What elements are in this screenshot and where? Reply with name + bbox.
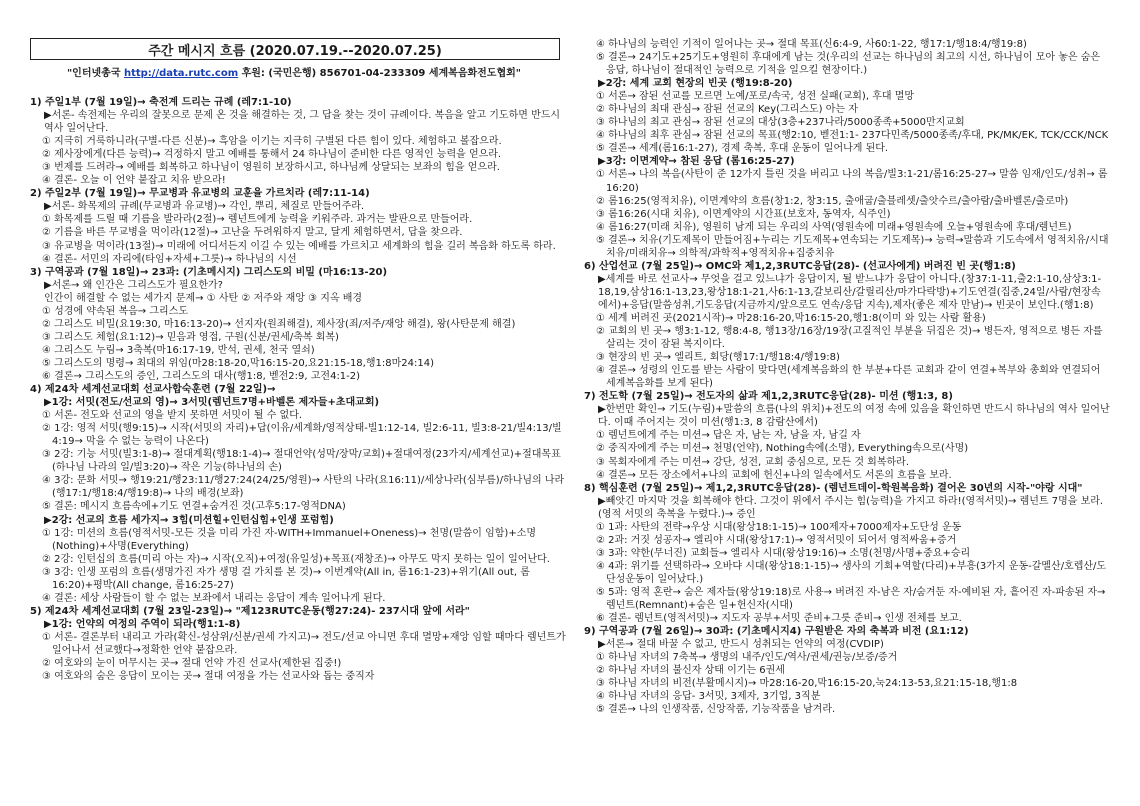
section-heading: ▶3강: 이면계약→ 참된 응답 (롬16:25-27): [598, 156, 795, 168]
sponsor-prefix: "인터넷총국: [66, 68, 124, 79]
sponsor-suffix: 후원: (국민은행) 856701-04-233309 세계복음화전도협회": [238, 68, 522, 79]
text-line: ④ 하나님 자녀의 응답- 3서밋, 3제자, 3기업, 3직분: [596, 691, 821, 703]
text-line: ④ 3강: 문화 서밋→ 행19:21/행23:11/행27:24(24/25/영원)→ 사탄의 나라(요16:11)/세상나라(심부름)/하나님의 나라(행17:1/행18:4/행19:8)→ 나의 배경(보좌): [42, 475, 565, 500]
text-line: ⑤ 결론: 메시지 흐름속에+기도 연결+숨겨진 것(고후5:17-영적DNA): [42, 501, 346, 513]
text-line: ② 그리스도 비밀(요19:30, 마16:13-20)→ 선지자(원죄해결), 제사장(죄/저주/재앙 해결), 왕(사탄문제 해결): [42, 318, 516, 330]
sponsor-line: [30, 64, 558, 79]
document-title: 주간 메시지 흐름 (2020.07.19.--2020.07.25): [148, 43, 442, 59]
text-line: ③ 2강: 기능 서밋(빌3:1-8)→ 절대계획(행18:1-4)→ 절대언약(성막/장막/교회)+절대여정(23가지/세계선교)+절대목표(하나님 나라의 일/빌3:20)→ 작은 기능(하나님의 손): [42, 449, 561, 474]
text-line: ② 제사장에게(다른 능력)→ 걱정하지 말고 예배를 통해서 24 하나님이 준비한 다른 영적인 능력을 얻으라.: [42, 149, 502, 161]
text-line: ⑤ 결론→ 세계(롬16:1-27), 경제 축복, 후대 운동이 일어나게 된다.: [596, 143, 889, 155]
text-line: ② 하나님 자녀의 불신자 상태 이기는 6권세: [596, 665, 785, 677]
text-line: ② 중직자에게 주는 미션→ 천명(언약), Nothing속에(소명), Everything속으로(사명): [596, 443, 969, 455]
section-heading: 9) 구역공과 (7월 26일)→ 30과: (기초메시지4) 구원받은 자의 축복과 비전 (요1:12): [584, 626, 969, 638]
text-line: ① 서론- 결론부터 내리고 가라(확신-성삼위/신분/권세 가지고)→ 전도/선교 아니면 후대 멸망+재앙 임할 때마다 렘넌트가 일어나서 선교했다→정확한 언약 붙잡으라.: [42, 631, 566, 656]
text-line: ① 서론→ 나의 복음(사탄이 준 12가지 틀린 것을 버리고 나의 복음/빌3:1-21/롬16:25-27→ 말씀 임재/인도/성취→ 롬16:20): [596, 169, 1108, 194]
text-line: ② 2강: 인턴십의 흐름(미리 아는 자)→ 시작(오직)+여정(유일성)+목표(재창조)→ 아무도 막지 못하는 일이 일어난다.: [42, 553, 550, 565]
text-line: ① 서론→ 잠된 선교를 모르면 노예/포로/속국, 성전 실패(교회), 후대 멸망: [596, 91, 915, 103]
section-heading: 1) 주일1부 (7월 19일)→ 축전계 드리는 규례 (레7:1-10): [30, 97, 292, 108]
text-line: ③ 목회자에게 주는 미션→ 강단, 성전, 교회 중심으로, 모든 것 회복하라.: [596, 456, 910, 468]
text-line: ▶한번만 확인→ 기도(누림)+말씀의 흐름(나의 위치)+전도의 여정 속에 있음을 확인하면 반드시 하나님의 역사 일어난다. 이때 주어지는 것이 미션(행1:3, 8 감람산에서): [598, 404, 1110, 429]
text-line: ⑤ 결론→ 나의 인생작품, 신앙작품, 기능작품을 남겨라.: [596, 704, 836, 716]
section-heading: 5) 제24차 세계선교대회 (7월 23일-23일)→ "제123RUTC운동(행27:24)- 237시대 앞에 서라": [30, 605, 470, 617]
text-line: ① 화목제를 드릴 때 기름을 발라라(2절)→ 렘넌트에게 능력을 키워주라. 과거는 발판으로 만들어라.: [42, 214, 473, 226]
text-line: ⑤ 5과: 영적 혼란→ 숨은 제자들(왕상19:18)로 사용→ 버려진 자-남은 자/숨겨둔 자-예비된 자, 흩어진 자-파송된 자→ 렘넌트(Remnant)+숨은 일+헌신자(시대): [596, 586, 1106, 612]
text-line: ② 2과: 거짓 성공자→ 엘리야 시대(왕상17:1)→ 영적서밋이 되어서 영적싸움+증거: [596, 534, 957, 546]
text-line: ① 1강: 미션의 흐름(영적서밋-모든 것을 미리 가진 자-WITH+Immanuel+Oneness)→ 천명(말씀이 임함)+소명(Nothing)+사명(Everything): [42, 527, 537, 552]
text-line: ⑥ 결론- 렘넌트(영적서밋)→ 지도자 공부+서밋 준비+그릇 준비→ 인생 전체를 보고.: [596, 613, 962, 625]
text-line: ③ 유교병을 먹이라(13절)→ 미래에 어디서든지 이길 수 있는 예배를 가르치고 세계화의 힘을 길러 복음화 하도록 하라.: [42, 240, 556, 252]
text-line: ③ 3과: 약한(무너진) 교회들→ 엘리사 시대(왕상19:16)→ 소명(천명/사명+중요+승리: [596, 547, 971, 559]
text-line: ③ 현장의 빈 곳→ 엘리트, 회당(행17:1/행18:4/행19:8): [596, 352, 840, 364]
text-line: ⑤ 결론→ 24기도+25기도+영원히 후대에게 남는 것(우리의 선교는 하나님의 최고의 시선, 하나님이 모아 놓은 숨은 응답, 하나님이 절대적인 능력으로 기적을 일으킬 현장이다.): [596, 52, 1101, 77]
text-line: ④ 결론- 서민의 자리에(타임+자세+그릇)→ 하나님의 시선: [42, 253, 297, 265]
text-line: ① 성경에 약속된 복음→ 그리스도: [42, 305, 188, 317]
text-line: ⑥ 결론→ 그리스도의 증인, 그리스도의 대사(행1:8, 벧전2:9, 고전4:1-2): [42, 370, 361, 382]
section-heading: ▶2강: 선교의 흐름 세가지→ 3힘(미션힐+인턴십힘+인생 포럼힘): [44, 514, 334, 526]
left-column: [30, 96, 570, 683]
text-line: ② 롬16:25(영적치유), 이면계약의 흐름(창1:2, 창3:15, 출애굽/출블레셋/출앗수르/출아람/출바벨론/출로마): [596, 195, 1069, 207]
text-line: ③ 여호와의 숨은 응답이 모이는 곳→ 절대 여정을 가는 선교사와 돕는 중직자: [42, 671, 375, 683]
text-line: ⑤ 그리스도의 명령→ 최대의 위임(마28:18-20,막16:15-20,요21:15-18,행1:8마24:14): [42, 357, 434, 369]
text-line: ① 지극히 거룩하니라(구별-다른 신분)→ 흑암을 이기는 지극히 구별된 다른 힘이 있다. 체험하고 볼잡으라.: [42, 136, 502, 148]
text-line: ② 1강: 영적 서밋(행9:15)→ 시작(서밋의 자리)+답(이유/세계화/영적상태-빌1:12-14, 빌2:6-11, 빌3:8-21/빌4:13/빌4:19→ 막을 수 없는 능력이 나온다): [42, 423, 562, 448]
text-line: ① 하나님 자녀의 7축복→ 생명의 내주/인도/역사/권세/권능/보증/증거: [596, 652, 898, 664]
text-line: ② 여호와의 눈이 머무시는 곳→ 절대 언약 가진 선교사(제한된 집중!): [42, 658, 342, 670]
section-heading: 7) 전도학 (7월 25일)→ 전도자의 삶과 제1,2,3RUTC응답(28)- 미션 (행1:3, 8): [584, 391, 953, 403]
text-line: ③ 3강: 인생 포럼의 흐름(생명가진 자가 생명 걸 가치를 본 것)→ 이번계약(All in, 롬16:1-23)+위기(All out, 롬16:20)+평박(All change, 롬16:25-27): [42, 566, 530, 591]
text-line: ③ 그리스도 체험(요1:12)→ 믿음과 영접, 구원(신분/권세/축복 회복): [42, 331, 339, 343]
text-line: ▶빼앗긴 마지막 것을 회복해야 한다. 그것이 위에서 주시는 힘(능력)을 가지고 하라!(영적서밋)→ 렘넌트 7명을 보라.(영적 서밋의 축복을 누렸다.)→ 증인: [598, 495, 1104, 520]
text-line: ▶서론- 화목제의 규례(무교병과 유교병)→ 각인, 뿌리, 체질로 만들어주라.: [44, 201, 365, 213]
text-line: ④ 그리스도 누림→ 3축복(마16:17-19, 반석, 권세, 천국 열쇠): [42, 344, 315, 356]
section-heading: ▶1강: 서밋(전도/선교의 영)→ 3서밋(렘넌트7명+바벨론 제자들+초대교회): [44, 397, 380, 409]
section-heading: 8) 핵심훈련 (7월 25일)→ 제1,2,3RUTC응답(28)- (렘넌트데이-학원복음화) 결어온 30년의 시작-"야랑 시대": [584, 482, 1083, 494]
section-heading: ▶1강: 언약의 여정의 주역이 되라(행1:1-8): [44, 618, 241, 630]
section-heading: 3) 구역공과 (7월 18일)→ 23과: (기초메시지) 그리스도의 비밀 (마16:13-20): [30, 266, 388, 278]
text-line: ▶세계를 바로 선교사→ 무엇을 걸고 있느냐가 응답이지, 될 받느냐가 응답이 아니다.(창37:1-11,출2:1-10,삼상3:1-18,19,삼상16:1-13,23,왕상18:1-21,사6:1-13,갈보리산/갈릴리산/마가다락방)+기도연결(집중,24일/사람/현장속에서)+응답(말씀성취,기도응답(지금까지/앞으로도 연속/응답 지속),제자(좋은 제자 만남)→ 빈곳이 보인다.(행1:8): [598, 273, 1102, 311]
text-line: ④ 결론- 오늘 이 언약 붙잡고 치유 받으라!: [42, 175, 226, 187]
text-line: ③ 하나님의 최고 관심→ 잠된 선교의 대상(3층+237나라/5000종족+5000만지교회: [596, 117, 965, 129]
text-line: ③ 번제를 드려라→ 예배를 회복하고 하나님이 영원히 보장하시고, 하나님께 상달되는 보좌의 힘을 얻으라.: [42, 162, 500, 174]
section-heading: ▶2강: 세계 교회 현장의 빈곳 (행19:8-20): [598, 78, 793, 90]
text-line: ▶서론→ 왜 인간은 그리스도가 필요한가?: [44, 279, 223, 291]
text-line: ⑤ 결론→ 치유(기도제목이 만들어짐+누리는 기도제목+연속되는 기도제목)→ 능력→말씀과 기도속에서 영적치유/시대치유/미래치유→ 의학적/과학적+영적치유+집중치유: [596, 234, 1109, 259]
text-line: ④ 하나님의 능력인 기적이 일어나는 곳→ 절대 목표(신6:4-9, 사60:1-22, 행17:1/행18:4/행19:8): [596, 39, 1027, 50]
text-line: ③ 롬16:26(시대 치유), 이면계약의 시간표(보호자, 동역자, 식주인): [596, 208, 891, 220]
section-heading: 6) 산업선교 (7월 25일)→ OMC와 제1,2,3RUTC응답(28)- (선교사에게) 버려진 빈 곳(행1:8): [584, 260, 1016, 272]
text-line: ④ 4과: 위기를 선택하라→ 오바댜 시대(왕상18:1-15)→ 생사의 기회+역할(다리)+부흥(3가지 운동-갈멜산/호렙산/도단성운동이 일어났다.): [596, 560, 1107, 585]
text-line: ① 1과: 사탄의 전략→우상 시대(왕상18:1-15)→ 100제자+7000제자+도단성 운동: [596, 521, 962, 533]
text-line: ④ 결론: 세상 사람들이 할 수 없는 보좌에서 내리는 응답이 계속 일어나게 된다.: [42, 592, 386, 604]
section-heading: 2) 주일2부 (7월 19일)→ 무교병과 유교병의 교훈을 가르치라 (레7:11-14): [30, 188, 370, 200]
document-title-box: [30, 38, 560, 60]
text-line: ① 렘넌트에게 주는 미션→ 답은 자, 남는 자, 남을 자, 남길 자: [596, 430, 861, 442]
text-line: 인간이 해결할 수 없는 세가지 문제→ ① 사탄 ② 저주와 재앙 ③ 지옥 배경: [44, 292, 363, 304]
website-link[interactable]: http://data.rutc.com: [123, 68, 239, 79]
text-line: ② 하나님의 최대 관심→ 잠된 선교의 Key(그리스도) 아는 자: [596, 104, 858, 116]
text-line: ④ 결론→ 모든 장소에서+나의 교회에 헌신+나의 일속에서도 서론의 흐름을 보라.: [596, 469, 952, 481]
text-line: ④ 롬16:27(미래 치유), 영원히 남게 되는 우리의 사역(영원속에 미래+영원속에 오늘+영원속에 후대/렘넌트): [596, 221, 1072, 233]
section-heading: 4) 제24차 세계선교대회 선교사합숙훈련 (7월 22일)→: [30, 384, 276, 396]
text-line: ① 서론- 전도와 선교의 영을 받지 못하면 서밋이 될 수 없다.: [42, 410, 303, 422]
text-line: ① 세계 버려진 곳(2021시작)→ 마28:16-20,막16:15-20,행1:8(이미 와 있는 사람 활용): [596, 312, 986, 324]
text-line: ④ 결론→ 성령의 인도를 받는 사람이 맞다면(세계복음화의 한 부분+다른 교회과 같이 연결+복부와 총회와 연결되어 세계복음화를 보게 된다): [596, 365, 1101, 390]
right-column: [584, 38, 1110, 716]
text-line: ▶서론- 속전제는 우리의 잘못으로 문제 온 것을 해결하는 것, 그 답을 찾는 것이 규례이다. 복음을 알고 기도하면 반드시 역사 일어난다.: [44, 110, 561, 135]
text-line: ② 교회의 빈 곳→ 행3:1-12, 행8:4-8, 행13장/16장/19장(고질적인 부분을 뒤집은 것)→ 병든자, 영적으로 병든 자를 살리는 것이 잠된 복지이다.: [596, 326, 1103, 351]
text-line: ② 기름을 바른 무교병을 먹이라(12절)→ 고난을 두려워하지 말고, 달게 체험하면서, 답을 찾으라.: [42, 227, 463, 239]
text-line: ③ 하나님 자녀의 비전(부활메시지)→ 마28:16-20,막16:15-20,눅24:13-53,요21:15-18,행1:8: [596, 678, 1018, 690]
text-line: ▶서론→ 절대 바꿀 수 없고, 반드시 성취되는 언약의 여정(CVDIP): [598, 639, 884, 651]
text-line: ④ 하나님의 최후 관심→ 잠된 선교의 목표(행2:10, 벧전1:1- 237다민족/5000종족/후대, PK/MK/EK, TCK/CCK/NCK: [596, 130, 1109, 142]
